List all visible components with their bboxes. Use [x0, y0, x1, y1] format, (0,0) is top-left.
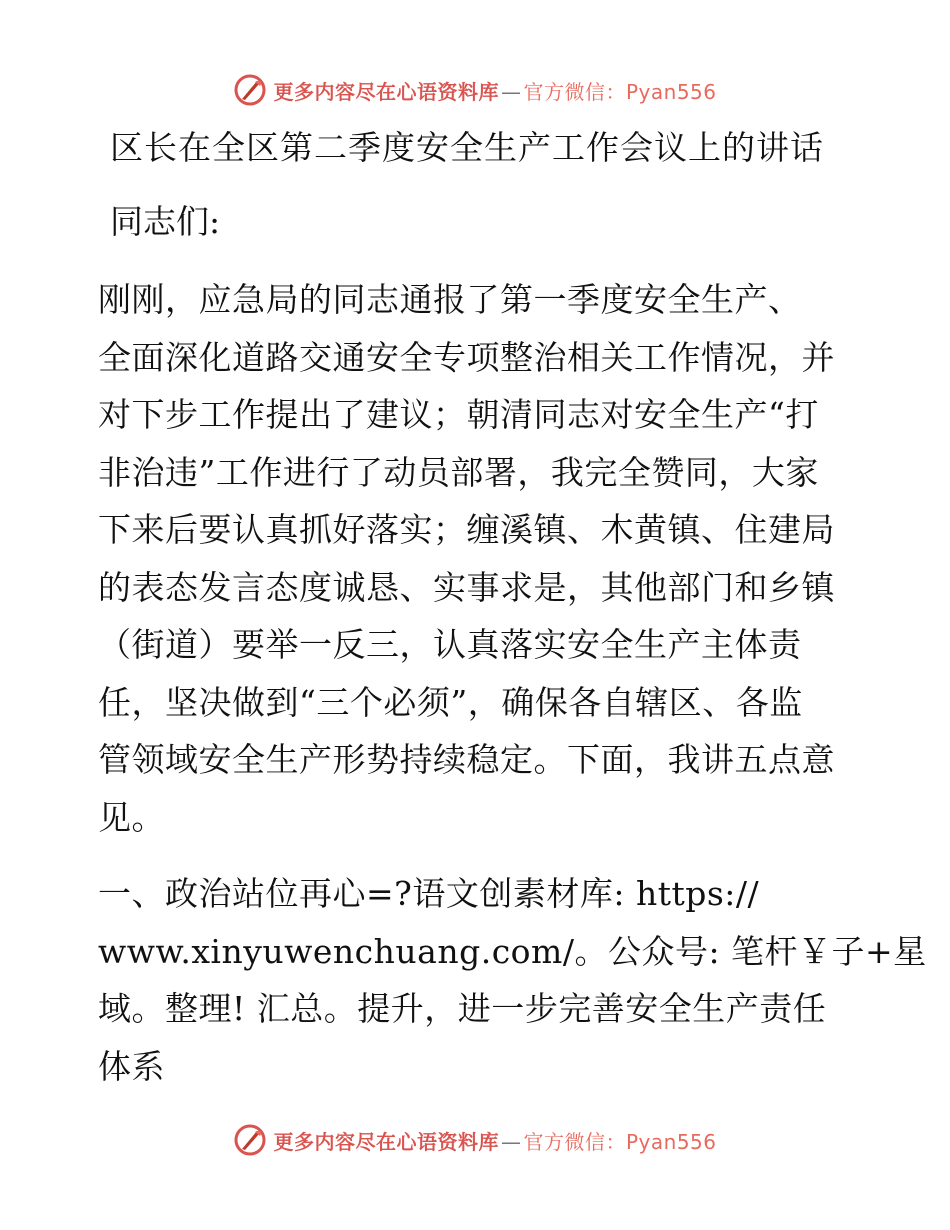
- quill-logo-icon: [233, 1123, 267, 1157]
- watermark-banner-top: [0, 70, 950, 110]
- watermark-wechat-label: 官方微信：: [523, 79, 626, 104]
- paragraph-1: [98, 271, 858, 846]
- paragraph-line: 体系: [98, 1046, 165, 1086]
- paragraph-line: www.xinyuwenchuang.com/。公众号: 笔杆￥子+星: [98, 931, 927, 971]
- paragraph-line: 管领域安全生产形势持续稳定。下面，我讲五点意: [98, 740, 835, 779]
- watermark-text: [273, 76, 716, 105]
- paragraph-line: 域。整理! 汇总。提升，进一步完善安全生产责任: [98, 989, 827, 1028]
- paragraph-line: 全面深化道路交通安全专项整治相关工作情况，并: [98, 337, 835, 377]
- paragraph-line: 的表态发言态度诚恳、实事求是，其他部门和乡镇: [98, 567, 835, 607]
- document-title: 区长在全区第二季度安全生产工作会议上的讲话: [110, 128, 824, 167]
- watermark-text: [273, 1126, 716, 1155]
- watermark-wechat-id: Pyan556: [625, 1129, 717, 1154]
- paragraph-line: 见。: [98, 797, 165, 837]
- watermark-main-text: 更多内容尽在心语资料库: [273, 79, 499, 104]
- paragraph-line: 一、政治站位再心=?语文创素材库: https://: [98, 874, 760, 913]
- paragraph-line: 任，坚决做到“三个必须”，确保各自辖区、各监: [98, 682, 803, 722]
- watermark-main-text: 更多内容尽在心语资料库: [273, 1129, 499, 1154]
- paragraph-line: （街道）要举一反三，认真落实安全生产主体责: [98, 625, 802, 664]
- watermark-wechat-id: Pyan556: [625, 79, 717, 104]
- greeting: 同志们:: [110, 202, 221, 241]
- paragraph-line: 刚刚，应急局的同志通报了第一季度安全生产、: [98, 280, 802, 319]
- watermark-separator: —: [500, 79, 522, 104]
- watermark-separator: —: [500, 1129, 522, 1154]
- watermark-banner-bottom: [0, 1120, 950, 1160]
- paragraph-2: [98, 865, 927, 1095]
- paragraph-line: 对下步工作提出了建议；朝清同志对安全生产“打: [98, 395, 819, 434]
- watermark-wechat-label: 官方微信：: [523, 1129, 626, 1154]
- paragraph-line: 下来后要认真抓好落实；缠溪镇、木黄镇、住建局: [98, 510, 835, 549]
- quill-logo-icon: [233, 73, 267, 107]
- paragraph-line: 非治违”工作进行了动员部署，我完全赞同，大家: [98, 452, 819, 492]
